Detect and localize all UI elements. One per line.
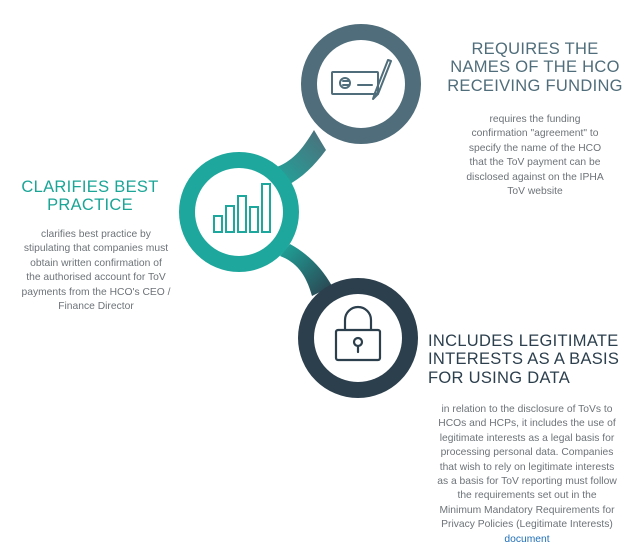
description-line: as a basis for ToV reporting must follow [437,476,617,488]
heading-line: CLARIFIES BEST [21,178,159,196]
description-line: confirmation "agreement" to [471,128,599,140]
description-line: that the ToV payment can be [469,157,601,169]
description-line: Finance Director [58,301,134,313]
description-line: legitimate interests as a legal basis for [439,432,615,444]
heading-line: INTERESTS AS A BASIS [428,350,620,369]
heading-line: NAMES OF THE HCO [450,58,620,77]
heading-line: PRACTICE [47,196,133,215]
heading-line: REQUIRES THE [471,40,599,58]
description-line: that wish to rely on legitimate interests [439,461,615,473]
description-line: ToV website [507,186,563,198]
description-line: HCOs and HCPs, it includes the use of [438,418,616,430]
step-2-description [10,228,182,314]
description-line: clarifies best practice by [41,229,151,240]
heading-line: RECEIVING FUNDING [447,76,623,95]
step-3-heading [428,332,632,387]
heading-line: FOR USING DATA [428,368,571,387]
description-line: processing personal data. Companies [440,447,614,459]
description-line: in relation to the disclosure of ToVs to [441,404,613,415]
description-line: Minimum Mandatory Requirements for [439,504,615,516]
description-line: requires the funding [489,114,581,125]
heading-line: INCLUDES LEGITIMATE [428,332,619,350]
description-line: Privacy Policies (Legitimate Interests) [441,519,613,531]
step-2-heading [12,178,168,215]
step-3-description [420,403,634,547]
step-1-description [440,113,630,199]
step-1-heading [440,40,630,95]
connector-middle-bottom [280,244,332,296]
description-line: stipulating that companies must [23,243,169,255]
description-line: specify the name of the HCO [468,142,602,154]
description-line: payments from the HCO's CEO / [21,286,171,298]
description-line: obtain written confirmation of [30,257,162,269]
description-line: the authorised account for ToV [26,272,166,284]
document-link[interactable]: document [504,533,550,545]
description-line: disclosed against on the IPHA [466,171,604,183]
description-line: the requirements set out in the [457,490,597,502]
